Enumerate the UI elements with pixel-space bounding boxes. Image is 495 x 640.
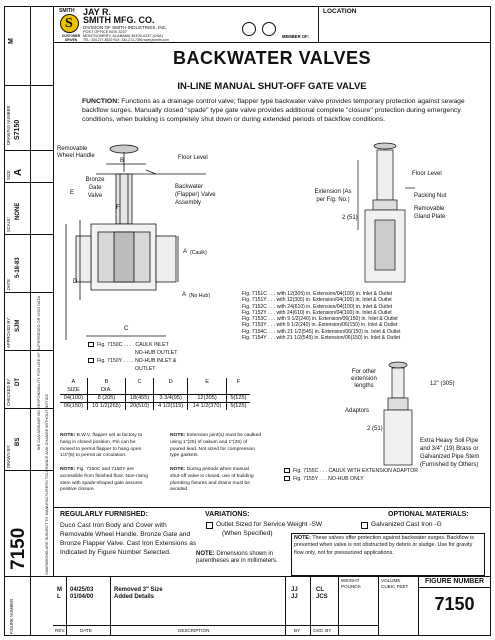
size-value: A xyxy=(13,168,24,176)
date-value: 5-18-83 xyxy=(15,257,21,278)
page-title: BACKWATER VALVES xyxy=(172,48,371,68)
label-removable-gland: Removable Gland Plate xyxy=(414,206,446,220)
note-extension-joint: NOTE: Extension joint(s) must be caulked using 1"(25) of oakum and 1"(25) of poured lead. Not sized for compression type gaskets. xyxy=(170,433,262,459)
checked-value: DT xyxy=(15,378,21,386)
drawn-value: BS xyxy=(15,437,21,446)
approved-value: SJM xyxy=(15,319,21,332)
gate-valve-section-diagram xyxy=(56,140,236,350)
table-row: 06(150) 10 1/2(265) 20(510) 4 1/2(115) 14 1/2(370) 5(125) xyxy=(60,402,250,410)
label-backwater-valve: Backwater (Flapper) Valve Assembly xyxy=(175,184,216,206)
function-paragraph: FUNCTION: Functions as a drainage control valve; flapper type backwater valve provides temporary protection against sewage backflow surges. Manually closed "spade" type gate valve provides additional complete "closure" protection during emergency conditions, when building is completely shut down or during extended periods of backflow conditions. xyxy=(82,98,465,123)
brand-small: SMITH xyxy=(59,8,75,14)
fig-left-list: Fig. 7150C . . . . CAULK INLET NO-HUB OUTLET Fig. 7150Y . . . . NO-HUB INLET & OUTLET xyxy=(97,341,177,373)
furnished-label: REGULARLY FURNISHED: xyxy=(60,511,148,518)
figure-number-title: FIGURE NUMBER xyxy=(424,578,485,585)
volume-label: VOLUME CUBIC FEET xyxy=(381,578,409,589)
note-millimeters: NOTE: Dimensions shown in parentheses are in millimeters. xyxy=(196,551,278,564)
label-bronze-gate: Bronze Gate Valve xyxy=(85,177,105,199)
disclaimer-tolerance: DIMENSIONS ARE SUBJECT TO MANUFACTURERS TOLERANCE AND CHANGE WITHOUT NOTICE xyxy=(44,393,49,575)
adaptor-pipe-diagram xyxy=(378,360,418,470)
figure-number-label: FIGURE NUMBER xyxy=(9,598,14,634)
drawing-number-label: DRAWING NUMBER xyxy=(6,105,11,145)
furnished-text: Duco Cast Iron Body and Cover with Removable Wheel Handle. Bronze Gate and Bronze Flapper Valve. Cast Iron Extensions as Indicated by Figure Number Selected. xyxy=(60,522,197,556)
extension-valve-diagram xyxy=(355,140,415,290)
association-seal-icon xyxy=(242,22,256,36)
note-access: NOTE: Fig. 7150C and 7150Y are accessible from finished floor. Non-rising stem with spade-shaped gate assures positive closure. xyxy=(60,467,148,493)
strip-divider xyxy=(30,6,31,636)
label-floor-level-right: Floor Level xyxy=(412,171,442,177)
label-adaptors: Adaptors xyxy=(345,408,370,414)
label-other-lengths: For other extension lengths xyxy=(351,369,377,389)
optional-checkbox xyxy=(361,522,368,529)
fig-right-list: Fig. 7155C . . . CAULK WITH EXTENSION ADAPTOR Fig. 7155Y . . . NO-HUB ONLY xyxy=(293,467,418,483)
label-floor-level: Floor Level xyxy=(178,155,208,161)
strip-big-number: 7150 xyxy=(8,527,29,570)
location-label: LOCATION xyxy=(323,8,357,15)
scale-value: NONE xyxy=(15,202,21,220)
label-wheel-handle: Removable Wheel Handle xyxy=(57,146,95,159)
page-subtitle: IN-LINE MANUAL SHUT-OFF GATE VALVE xyxy=(177,81,367,92)
dimensions-table: A B C D E F SIZE DIA. 04(100) 8 (205) 18(455) 3 3/4(95) 12(305) 5(125) 06(150) 10 1/2(265) 20(510) 4 1/2(115) 14 1/2(370) 5(125) xyxy=(60,378,250,410)
smith-logo: S xyxy=(60,14,79,33)
brand-name-1: JAY R. xyxy=(83,7,112,17)
note-shutoff: NOTE: During periods when manual shut-off valve is closed, use of building plumbing fixtures and drains must be avoided. xyxy=(170,467,254,493)
note-flapper: NOTE: B.W.V. flapper set at factory to hang in closed position. Pin can be moved to permit flapper to hang open 1/4"(6) to permit air circulation. xyxy=(60,433,143,459)
figure-number: 7150 xyxy=(434,594,475,614)
label-extra-heavy-pipe: Extra Heavy Soil Pipe and 3/4" (19) Brass or Galvanized Pipe Stem (Furnished by Others) xyxy=(420,438,480,468)
variations-label: VARIATIONS: xyxy=(205,511,250,518)
association-seal-icon xyxy=(262,22,276,36)
table-header-row: A B C D E F xyxy=(60,378,250,386)
drawing-number: S7150 xyxy=(14,119,21,140)
table-row: 04(100) 8 (205) 18(455) 3 3/4(95) 12(305) 5(125) xyxy=(60,394,250,402)
label-extension: Extension (As per Fig. No.) xyxy=(314,189,352,203)
disclaimer-superseded: WE CAN ASSUME NO RESPONSIBILITY FOR USE OF SUPERSEDED OR VOID DATA xyxy=(36,296,41,450)
strip-m: M xyxy=(8,38,15,44)
brand-name-2: SMITH MFG. CO. xyxy=(83,15,155,25)
label-packing-nut: Packing Nut xyxy=(414,193,447,199)
weight-label: WEIGHT POUNDS xyxy=(341,578,361,589)
optional-label: OPTIONAL MATERIALS: xyxy=(388,511,469,518)
variation-checkbox xyxy=(206,522,213,529)
extension-figure-list: Fig. 7151C . . . with 12(305) in. Extension/04(100) in. Inlet & Outlet Fig. 7151Y . . . with 12(305) in. Extension/04(100) in. Inlet & Outlet Fig. 7152C . . . with 24(610) in. Extension/04(100) in. Inlet & Outlet Fig. 7152Y . . . with 24(610) in. Extension/04(100) in. Inlet & Outlet Fig. 7153C . . . with 9 1/2(240) in. Extension/06(150) in. Inlet & Outlet Fig. 7153Y . . . with 9 1/2(240) in. Extension/06(150) in. Inlet & Outlet Fig. 7154C . . . with 21 1/2(545) in. Extension/06(150) in. Inlet & Outlet Fig. 7154Y . . . with 21 1/2(545) in. Extension/06(150) in. Inlet & Outlet xyxy=(242,291,401,342)
backwater-note: NOTE: These valves offer protection against backwater surges. Backflow is prevented when valve is not obstructed by debris or sludge. Use for gravity flow only, not for pressurized applications. xyxy=(294,535,474,556)
